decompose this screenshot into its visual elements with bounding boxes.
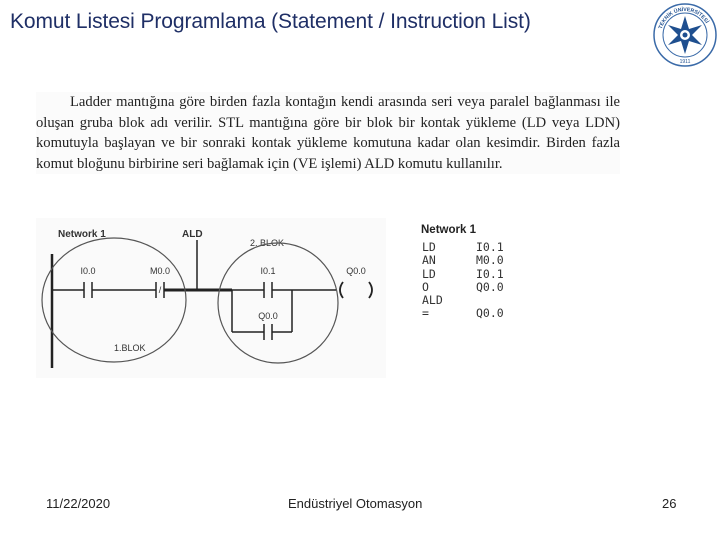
contact-m00-label: M0.0 bbox=[149, 266, 171, 276]
contact-i01-label: I0.1 bbox=[260, 266, 276, 276]
stl-network-label: Network 1 bbox=[421, 224, 476, 236]
slide-title: Komut Listesi Programlama (Statement / Instruction List) bbox=[10, 10, 531, 33]
body-paragraph: Ladder mantığına göre birden fazla kontağın kendi arasında seri veya paralel bağlanması ile oluşan gruba blok adı verilir. STL mantığına göre bir blok bir kontak yükleme (LD veya LDN) komutuyla başlayan ve bir sonraki kontak yükleme komutuna kadar olan kesimdir. Birden fazla komut bloğunu birbirine seri bağlamak için (VE işlemi) ALD komutu kullanılır. bbox=[36, 92, 620, 174]
footer-date: 11/22/2020 bbox=[46, 496, 111, 511]
contact-q00-label: Q0.0 bbox=[258, 311, 278, 321]
page-number: 26 bbox=[662, 496, 677, 511]
ladder-diagram bbox=[36, 218, 386, 378]
stl-row: ALD bbox=[422, 293, 443, 308]
university-logo bbox=[652, 2, 718, 68]
svg-text:TEKNİK ÜNİVERSİTESİ: TEKNİK ÜNİVERSİTESİ bbox=[657, 6, 710, 30]
contact-m00-nc-mark: / bbox=[158, 285, 162, 295]
block1-label: 1.BLOK bbox=[114, 343, 146, 353]
stl-row: AN M0.0 bbox=[422, 253, 504, 268]
block2-label: 2. BLOK bbox=[250, 238, 285, 248]
contact-i00-label: I0.0 bbox=[80, 266, 96, 276]
ald-label: ALD bbox=[182, 229, 203, 240]
svg-text:1911: 1911 bbox=[679, 59, 691, 65]
stl-row: LD I0.1 bbox=[422, 266, 504, 281]
stl-row: O Q0.0 bbox=[422, 279, 504, 294]
ladder-network-label: Network 1 bbox=[58, 229, 106, 240]
stl-listing bbox=[422, 241, 522, 321]
coil-q00-label: Q0.0 bbox=[346, 266, 366, 276]
stl-row: = Q0.0 bbox=[422, 306, 504, 321]
footer-center-text: Endüstriyel Otomasyon bbox=[288, 496, 423, 511]
stl-row: LD I0.1 bbox=[422, 240, 504, 254]
